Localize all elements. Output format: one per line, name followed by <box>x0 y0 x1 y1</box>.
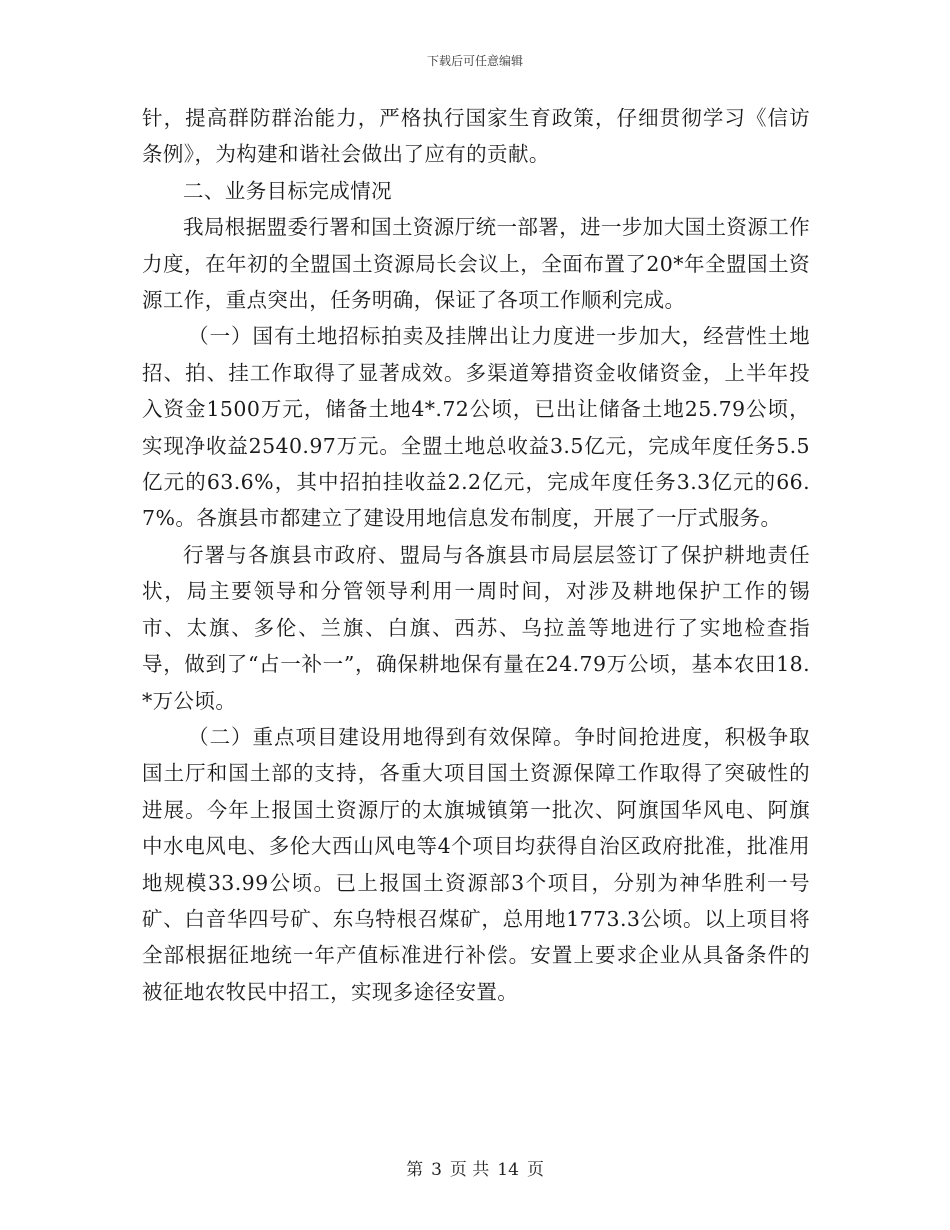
page-prefix: 第 <box>406 1160 424 1180</box>
paragraph-land-auction: （一）国有土地招标拍卖及挂牌出让力度进一步加大，经营性土地招、拍、挂工作取得了显著成效。多渠道筹措资金收储资金，上半年投入资金1500万元，储备土地4*.72公顷，已出让储备土地25.79公顷，实现净收益2540.97万元。全盟土地总收益3.5亿元，完成年度任务5.5亿元的63.6%，其中招拍挂收益2.2亿元，完成年度任务3.3亿元的66.7%。各旗县市都建立了建设用地信息发布制度，开展了一厅式服务。 <box>142 324 810 531</box>
page-mid: 页 共 <box>449 1160 490 1180</box>
paragraph-deployment: 我局根据盟委行署和国土资源厅统一部署，进一步加大国土资源工作力度，在年初的全盟国土资源局长会议上，全面布置了20*年全盟国土资源工作，重点突出，任务明确，保证了各项工作顺利完成。 <box>142 215 810 313</box>
page-total: 14 <box>497 1160 519 1180</box>
document-body <box>142 100 810 1010</box>
page-suffix: 页 <box>526 1160 544 1180</box>
paragraph-farmland-protection: 行署与各旗县市政府、盟局与各旗县市局层层签订了保护耕地责任状，局主要领导和分管领导利用一周时间，对涉及耕地保护工作的锡市、太旗、多伦、兰旗、白旗、西苏、乌拉盖等地进行了实地检查指导，做到了“占一补一”，确保耕地保有量在24.79万公顷，基本农田18.*万公顷。 <box>142 542 810 713</box>
page-footer <box>0 1155 950 1180</box>
section-heading-business-goals: 二、业务目标完成情况 <box>183 178 392 203</box>
paragraph-continuation: 针，提高群防群治能力，严格执行国家生育政策，仔细贯彻学习《信访条例》，为构建和谐社会做出了应有的贡献。 <box>142 106 810 167</box>
page-header-note: 下载后可任意编辑 <box>426 54 523 68</box>
paragraph-key-projects: （二）重点项目建设用地得到有效保障。争时间抢进度，积极争取国土厅和国土部的支持，各重大项目国土资源保障工作取得了突破性的进展。今年上报国土资源厅的太旗城镇第一批次、阿旗国华风电、阿旗中水电风电、多伦大西山风电等4个项目均获得自治区政府批准，批准用地规模33.99公顷。已上报国土资源部3个项目，分别为神华胜利一号矿、白音华四号矿、东乌特根召煤矿，总用地1773.3公顷。以上项目将全部根据征地统一年产值标准进行补偿。安置上要求企业从具备条件的被征地农牧民中招工，实现多途径安置。 <box>142 724 810 1004</box>
page-number: 3 <box>431 1160 442 1180</box>
